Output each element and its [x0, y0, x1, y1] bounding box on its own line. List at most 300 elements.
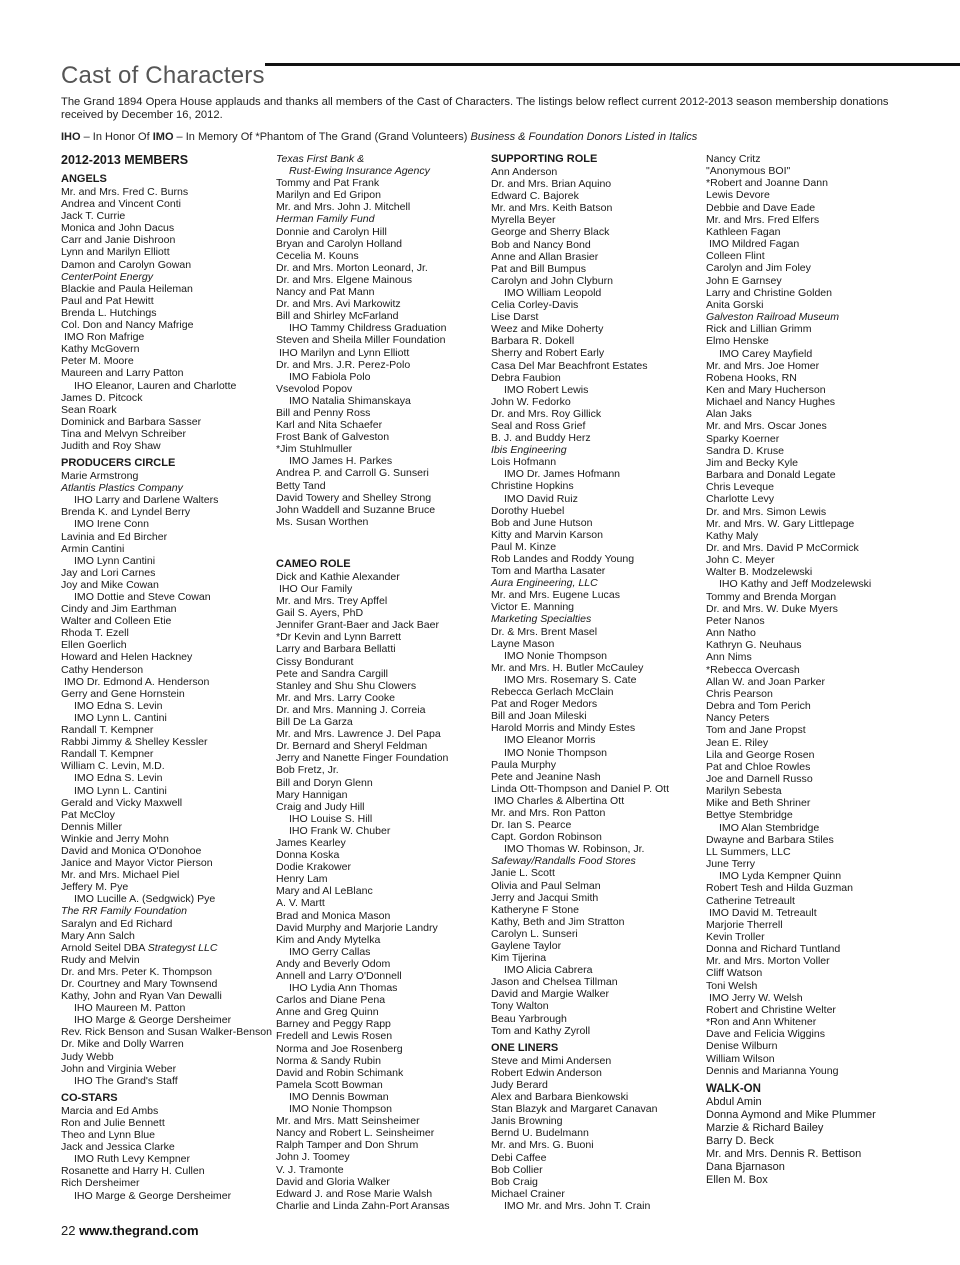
member-name: Armin Cantini — [61, 542, 125, 555]
member-name: John J. Toomey — [276, 1151, 350, 1164]
member-name: Charlie and Linda Zahn-Port Aransas — [276, 1199, 450, 1212]
member-name: Peter M. Moore — [61, 355, 134, 368]
member-name: Lila and George Rosen — [706, 748, 815, 761]
member-name: Mary Hannigan — [276, 788, 348, 801]
member-name: Rick and Lillian Grimm — [706, 323, 812, 336]
legend-imo-text: – In Memory Of *Phantom of The Grand (Grand Volunteers) — [173, 131, 471, 143]
member-column-3 — [491, 153, 696, 1212]
tribute-line: IMO Mrs. Rosemary S. Cate — [504, 673, 637, 686]
member-name: James D. Pitcock — [61, 391, 143, 404]
tribute-line: IMO Nonie Thompson — [289, 1103, 392, 1116]
member-name: Bob Collier — [491, 1163, 543, 1176]
member-name: Donna Aymond and Mike Plummer — [706, 1108, 876, 1121]
member-name: Jack and Jessica Clarke — [61, 1141, 175, 1154]
footer-url-link[interactable]: www.thegrand.com — [79, 1223, 199, 1238]
member-name: Mr. and Mrs. Joe Homer — [706, 359, 820, 372]
member-name: Mr. and Mrs. Matt Seinsheimer — [276, 1115, 420, 1128]
member-name: Dennis and Marianna Young — [706, 1064, 839, 1077]
member-name: LL Summers, LLC — [706, 845, 791, 858]
tribute-line: IHO Larry and Darlene Walters — [74, 494, 219, 507]
legend — [61, 131, 941, 143]
member-name: Dr. Mike and Dolly Warren — [61, 1038, 184, 1051]
member-name: Nancy and Robert L. Seinsheimer — [276, 1127, 435, 1140]
member-name: Dana Bjarnason — [706, 1160, 785, 1173]
tribute-line: IMO James H. Parkes — [289, 455, 393, 468]
member-name: Carolyn L. Sunseri — [491, 927, 578, 940]
member-name: Andrea and Vincent Conti — [61, 198, 182, 211]
member-name: Jack T. Currie — [61, 210, 126, 223]
member-name: Maureen and Larry Patton — [61, 367, 184, 380]
member-name: Ron and Julie Bennett — [61, 1116, 165, 1129]
member-name: Tom and Jane Propst — [706, 724, 806, 737]
business-donor: Aura Engineering, LLC — [491, 577, 598, 590]
member-name: Peter Nanos — [706, 614, 765, 627]
tribute-line: IMO Lynn L. Cantini — [74, 711, 167, 724]
member-name: Kevin Troller — [706, 931, 765, 943]
member-name: Jean E. Riley — [706, 736, 769, 749]
member-name: Edward J. and Rose Marie Walsh — [276, 1187, 433, 1200]
member-name: Mr. and Mrs. Morton Voller — [706, 955, 830, 968]
member-name: Larry and Barbara Bellatti — [276, 643, 396, 656]
member-name: Lynn and Marilyn Elliott — [61, 246, 170, 259]
member-name: David and Margie Walker — [491, 988, 610, 1001]
tribute-line: IMO Gerry Callas — [289, 945, 371, 958]
member-name: Weez and Mike Doherty — [491, 323, 604, 336]
tribute-line: IHO Tammy Childress Graduation — [289, 322, 447, 335]
member-name: Bob Fretz, Jr. — [276, 764, 339, 777]
member-name: Charlotte Levy — [706, 493, 775, 506]
member-name: Catherine Tetreault — [706, 894, 795, 907]
member-name: Mr. and Mrs. John J. Mitchell — [276, 201, 411, 214]
member-name: Andrea P. and Carroll G. Sunseri — [276, 467, 429, 480]
member-name: John E Garnsey — [706, 274, 782, 287]
member-name: Robert Tesh and Hilda Guzman — [706, 882, 853, 895]
member-name: Annell and Larry O'Donnell — [276, 970, 402, 982]
member-name: Marzie & Richard Bailey — [706, 1121, 824, 1134]
member-name: Olivia and Paul Selman — [491, 879, 601, 892]
member-name: John and Virginia Weber — [61, 1062, 177, 1075]
member-name: Rabbi Jimmy & Shelley Kessler — [61, 736, 208, 749]
member-name: Vsevolod Popov — [276, 382, 353, 395]
member-name: Nancy Peters — [706, 712, 770, 725]
member-name: Michael Crainer — [491, 1187, 565, 1200]
tribute-line: IMO Dr. James Hofmann — [504, 468, 621, 481]
member-name: Mr. and Mrs. H. Butler McCauley — [491, 661, 644, 674]
member-name: Allan W. and Joan Parker — [706, 675, 826, 688]
tribute-line: IHO Kathy and Jeff Modzelewski — [719, 578, 872, 591]
member-name: Anne and Greg Quinn — [276, 1006, 379, 1019]
member-name: V. J. Tramonte — [276, 1163, 344, 1176]
tribute-line: IMO David Ruiz — [504, 492, 578, 505]
member-name: Walter B. Modzelewski — [706, 566, 813, 579]
member-name: Harold Morris and Mindy Estes — [491, 722, 636, 735]
tribute-line: IMO Dottie and Steve Cowan — [74, 591, 211, 603]
member-name: Kathy Maly — [706, 529, 759, 542]
member-name: Celia Corley-Davis — [491, 299, 579, 312]
page-title: Cast of Characters — [61, 62, 265, 90]
member-name: Mr. and Mrs. Fred Elfers — [706, 213, 820, 226]
tribute-line: IMO Dr. Edmond A. Henderson — [64, 675, 210, 688]
title-rule — [265, 63, 960, 66]
member-name: Pete and Sandra Cargill — [276, 667, 388, 680]
tribute-line: IMO Irene Conn — [74, 518, 150, 531]
member-name: Brenda L. Hutchings — [61, 306, 157, 319]
member-name: Mike and Beth Shriner — [706, 797, 811, 810]
member-name: Chris Leveque — [706, 481, 775, 494]
member-name: Katheryne F Stone — [491, 903, 579, 916]
member-name: Kathleen Fagan — [706, 225, 781, 238]
member-name: Bob and June Hutson — [491, 516, 593, 529]
member-column-4 — [706, 153, 916, 1187]
member-name: Bill and Doryn Glenn — [276, 776, 373, 789]
member-name: Andy and Beverly Odom — [276, 957, 391, 970]
member-name: Kathy McGovern — [61, 343, 140, 356]
member-name: Howard and Helen Hackney — [61, 651, 193, 664]
tribute-line: IMO William Leopold — [504, 286, 602, 299]
business-donor: Herman Family Fund — [276, 213, 375, 226]
member-name: Seal and Ross Grief — [491, 419, 586, 432]
member-name: Sean Roark — [61, 403, 117, 416]
member-name: Frost Bank of Galveston — [276, 431, 390, 444]
member-column-2 — [276, 153, 481, 1212]
member-name: Kim Tijerina — [491, 952, 547, 965]
member-name: Mr. and Mrs. Oscar Jones — [706, 420, 827, 433]
member-name: Debbie and Dave Eade — [706, 201, 816, 214]
member-name: Lavinia and Ed Bircher — [61, 530, 168, 543]
member-name: John C. Meyer — [706, 554, 775, 567]
member-name: Donna Koska — [276, 849, 340, 862]
member-name: Mr. and Mrs. G. Buoni — [491, 1139, 594, 1152]
member-name: Sparky Koerner — [706, 432, 780, 445]
member-name: B. J. and Buddy Herz — [491, 432, 591, 445]
member-name: Steven and Sheila Miller Foundation — [276, 334, 446, 347]
member-name: Joy and Mike Cowan — [61, 578, 159, 591]
member-name: Lewis Devore — [706, 189, 770, 202]
member-name: Rich Dersheimer — [61, 1177, 140, 1190]
member-name: Bettye Stembridge — [706, 809, 793, 822]
member-name: Barney and Peggy Rapp — [276, 1018, 391, 1031]
tribute-line: IHO Lydia Ann Thomas — [289, 982, 398, 995]
member-name: Pamela Scott Bowman — [276, 1078, 383, 1091]
member-name: Kathy, Beth and Jim Stratton — [491, 915, 625, 928]
member-name: Nancy Critz — [706, 153, 761, 165]
page-number: 22 — [61, 1223, 76, 1238]
member-name: Brad and Monica Mason — [276, 909, 391, 922]
member-name: Debra Faubion — [491, 371, 561, 384]
member-name: Tommy and Brenda Morgan — [706, 590, 837, 603]
member-name: David and Monica O'Donohoe — [61, 844, 202, 857]
member-name: Col. Don and Nancy Mafrige — [61, 319, 194, 332]
member-name: Bob Craig — [491, 1175, 538, 1188]
member-name: Robena Hooks, RN — [706, 371, 797, 384]
member-name: Marjorie Therrell — [706, 918, 783, 931]
member-name: William Wilson — [706, 1052, 775, 1065]
member-name: Steve and Mimi Andersen — [491, 1054, 612, 1067]
tribute-line: IMO Mildred Fagan — [709, 238, 800, 251]
member-name: Dr. & Mrs. Brent Masel — [491, 625, 598, 638]
member-name: Kathy, John and Ryan Van Dewalli — [61, 990, 222, 1003]
business-donor: CenterPoint Energy — [61, 270, 154, 283]
member-name: Saralyn and Ed Richard — [61, 917, 173, 930]
member-name: Judy Webb — [61, 1050, 114, 1063]
member-name: Lois Hofmann — [491, 456, 557, 469]
member-name: Mr. and Mrs. Dennis R. Bettison — [706, 1147, 862, 1160]
member-name: Theo and Lynn Blue — [61, 1129, 156, 1142]
member-name: Mr. and Mrs. Keith Batson — [491, 202, 613, 215]
member-name: June Terry — [706, 858, 756, 871]
legend-business-text: Business & Foundation Donors Listed in Italics — [470, 131, 698, 143]
member-name: Jerry and Jacqui Smith — [491, 891, 599, 904]
tribute-line: IMO Edna S. Levin — [74, 772, 163, 785]
business-donor: Safeway/Randalls Food Stores — [491, 855, 636, 868]
member-name: Mr. and Mrs. Fred C. Burns — [61, 186, 189, 198]
intro-paragraph: The Grand 1894 Opera House applauds and thanks all members of the Cast of Characters. The listings below reflect current 2012-2013 season membership donations received by December 16, 2012. — [61, 96, 889, 121]
member-name: Norma & Sandy Rubin — [276, 1054, 381, 1067]
member-name: Craig and Judy Hill — [276, 800, 365, 813]
tribute-line: IMO Lucille A. (Sedgwick) Pye — [74, 893, 216, 906]
tribute-line: IHO Maureen M. Patton — [74, 1002, 186, 1015]
business-donor: The RR Family Foundation — [61, 905, 188, 918]
member-name: Bob and Nancy Bond — [491, 238, 591, 251]
member-name: Marilyn Sebesta — [706, 785, 782, 798]
section-heading: ONE LINERS — [491, 1041, 559, 1054]
section-heading: ANGELS — [61, 173, 107, 185]
member-name: Bill De La Garza — [276, 716, 353, 729]
member-name: Mary Ann Salch — [61, 929, 135, 942]
member-name: David Towery and Shelley Strong — [276, 491, 432, 504]
member-name: Mr. and Mrs. Eugene Lucas — [491, 589, 620, 602]
member-name: Jason and Chelsea Tillman — [491, 976, 618, 989]
member-name: Anita Gorski — [706, 298, 764, 311]
member-name: Carolyn and John Clyburn — [491, 274, 613, 287]
member-name: Damon and Carolyn Gowan — [61, 258, 192, 271]
member-name: Dominick and Barbara Sasser — [61, 415, 202, 428]
member-name: Marie Armstrong — [61, 470, 139, 483]
tribute-line: IMO Nonie Thompson — [504, 649, 607, 662]
section-heading: 2012-2013 MEMBERS — [61, 153, 189, 167]
member-name: Rudy and Melvin — [61, 953, 140, 966]
section-heading: WALK-ON — [706, 1082, 761, 1095]
member-name: Jay and Lori Carnes — [61, 566, 156, 579]
tribute-line: IMO Fabiola Polo — [289, 370, 371, 383]
member-name: Janie L. Scott — [491, 867, 555, 880]
tribute-line: IMO Lynn L. Cantini — [74, 784, 167, 797]
member-name: Gaylene Taylor — [491, 940, 562, 952]
member-name: Ann Natho — [706, 627, 756, 640]
member-name: Rebecca Gerlach McClain — [491, 686, 614, 699]
member-name: Gerry and Gene Hornstein — [61, 687, 185, 700]
member-name: William C. Levin, M.D. — [61, 760, 165, 773]
tribute-line: IMO Ruth Levy Kempner — [74, 1153, 191, 1166]
member-name: Barbara R. Dokell — [491, 335, 575, 348]
member-name: Dr. and Mrs. Brian Aquino — [491, 178, 612, 191]
member-name: Barbara and Donald Legate — [706, 469, 836, 482]
section-heading: CAMEO ROLE — [276, 557, 351, 570]
member-name: Jerry and Nanette Finger Foundation — [276, 752, 449, 765]
member-name: Dr. and Mrs. Morton Leonard, Jr. — [276, 261, 428, 274]
member-name: Pete and Jeanine Nash — [491, 770, 601, 783]
member-name: David and Gloria Walker — [276, 1175, 390, 1188]
member-name: Rhoda T. Ezell — [61, 627, 129, 640]
member-name: Layne Mason — [491, 637, 555, 650]
member-name: Casa Del Mar Beachfront Estates — [491, 359, 648, 372]
member-name: Myrella Beyer — [491, 214, 556, 227]
member-name: Mr. and Mrs. Michael Piel — [61, 869, 180, 882]
member-name: Tony Walton — [491, 1000, 549, 1013]
member-name: Gerald and Vicky Maxwell — [61, 796, 183, 809]
member-name: Dr. and Mrs. Roy Gillick — [491, 407, 602, 420]
member-name: Capt. Gordon Robinson — [491, 831, 602, 844]
member-name: Pat and Roger Medors — [491, 698, 598, 711]
tribute-line: IMO Lyda Kempner Quinn — [719, 870, 842, 883]
member-name: Cliff Watson — [706, 967, 763, 980]
member-name: Dwayne and Barbara Stiles — [706, 833, 834, 846]
business-donor: Rust-Ewing Insurance Agency — [289, 165, 430, 178]
member-name: Kitty and Marvin Karson — [491, 528, 603, 541]
member-name: Mr. and Mrs. Ron Patton — [491, 806, 606, 819]
member-name: James Kearley — [276, 836, 346, 849]
member-name: Michael and Nancy Hughes — [706, 396, 835, 409]
member-name: Carlos and Diane Pena — [276, 994, 386, 1007]
member-name: Paul and Pat Hewitt — [61, 294, 154, 307]
member-name: Bryan and Carolyn Holland — [276, 237, 403, 250]
member-name: Nancy and Pat Mann — [276, 286, 375, 299]
member-name: Abdul Amin — [706, 1095, 762, 1108]
member-name: Bill and Joan Mileski — [491, 710, 587, 723]
member-name: Cathy Henderson — [61, 663, 144, 676]
member-name: Toni Welsh — [706, 979, 758, 992]
section-heading: SUPPORTING ROLE — [491, 153, 598, 165]
tribute-line: IMO Jerry W. Welsh — [709, 991, 803, 1004]
member-name: Judith and Roy Shaw — [61, 439, 161, 452]
tribute-line: IMO Nonie Thompson — [504, 746, 607, 759]
member-name: John Waddell and Suzanne Bruce — [276, 503, 436, 516]
spacer — [276, 540, 481, 552]
member-name: Bill and Shirley McFarland — [276, 310, 399, 323]
member-name: Karl and Nita Schaefer — [276, 419, 383, 432]
member-name: Pat and Chloe Rowles — [706, 760, 811, 773]
member-name: Kim and Andy Mytelka — [276, 933, 381, 946]
member-name: Mr. and Mrs. Larry Cooke — [276, 691, 395, 704]
legend-imo-abbr: IMO — [152, 131, 174, 143]
legend-iho-abbr: IHO — [61, 131, 81, 143]
member-name: Anne and Allan Brasier — [491, 250, 599, 263]
member-name: Randall T. Kempner — [61, 724, 154, 737]
member-name: Tina and Melvyn Schreiber — [61, 427, 187, 440]
member-name: Dr. and Mrs. Elgene Mainous — [276, 273, 413, 286]
member-name: Sherry and Robert Early — [491, 347, 605, 360]
business-donor: Marketing Specialties — [491, 613, 592, 626]
member-name: Stanley and Shu Shu Clowers — [276, 679, 417, 692]
tribute-line: IMO Mr. and Mrs. John T. Crain — [504, 1199, 651, 1212]
member-name: Ellen Goerlich — [61, 639, 127, 652]
member-name: Lise Darst — [491, 311, 539, 324]
member-name: Marcia and Ed Ambs — [61, 1104, 159, 1117]
member-name: David Murphy and Marjorie Landry — [276, 921, 438, 934]
tribute-line: IMO Alicia Cabrera — [504, 964, 593, 977]
member-name: Donna and Richard Tuntland — [706, 943, 841, 956]
business-name-text: Strategyst LLC — [147, 941, 218, 954]
member-name: Walter and Colleen Etie — [61, 615, 172, 628]
member-name: Donnie and Carolyn Hill — [276, 225, 387, 238]
member-name: Ellen M. Box — [706, 1173, 768, 1186]
member-name: Judy Berard — [491, 1078, 548, 1091]
member-name: Blackie and Paula Heileman — [61, 282, 193, 295]
member-name: John W. Fedorko — [491, 395, 571, 408]
member-name: Dorothy Huebel — [491, 504, 565, 517]
member-name: Henry Lam — [276, 873, 328, 886]
member-name: Cindy and Jim Earthman — [61, 603, 177, 616]
member-name: Fredell and Lewis Rosen — [276, 1030, 393, 1043]
section-heading: CO-STARS — [61, 1091, 118, 1104]
member-name: *Dr Kevin and Lynn Barrett — [276, 631, 402, 644]
member-name: Kathryn G. Neuhaus — [706, 639, 802, 652]
member-name: Mr. and Mrs. Trey Apffel — [276, 595, 388, 608]
member-name: Ann Nims — [706, 651, 752, 664]
spacer — [276, 528, 481, 540]
member-name: Dr. Bernard and Sheryl Feldman — [276, 740, 428, 753]
tribute-line: IHO Marge & George Dersheimer — [74, 1014, 232, 1027]
member-name: Jeffery M. Pye — [61, 881, 129, 894]
tribute-line: IMO Dennis Bowman — [289, 1090, 389, 1103]
member-name: Janis Browning — [491, 1115, 563, 1128]
member-name: Alex and Barbara Bienkowski — [491, 1091, 629, 1104]
member-name: Dr. and Mrs. Avi Markowitz — [276, 298, 401, 311]
member-name: Rob Landes and Roddy Young — [491, 553, 635, 565]
member-name: Dr. and Mrs. J.R. Perez-Polo — [276, 358, 411, 371]
business-donor: Atlantis Plastics Company — [61, 482, 183, 495]
tribute-line: IMO Charles & Albertina Ott — [494, 794, 625, 807]
member-name: Norma and Joe Rosenberg — [276, 1042, 403, 1055]
member-name: Victor E. Manning — [491, 601, 575, 614]
tribute-line: IMO Lynn Cantini — [74, 554, 156, 567]
member-name — [61, 942, 266, 954]
member-name: Ken and Mary Hucherson — [706, 383, 826, 396]
tribute-line: IMO Natalia Shimanskaya — [289, 394, 411, 407]
member-name: Mary and Al LeBlanc — [276, 885, 373, 898]
member-name: Ms. Susan Worthen — [276, 515, 369, 528]
member-name: Janice and Mayor Victor Pierson — [61, 857, 213, 870]
member-name: Joe and Darnell Russo — [706, 772, 813, 785]
member-name: Betty Tand — [276, 479, 326, 492]
business-donor: Galveston Railroad Museum — [706, 311, 840, 324]
tribute-line: IHO Our Family — [279, 583, 353, 595]
member-name: Dr. Courtney and Mary Townsend — [61, 978, 218, 990]
member-name: Dr. and Mrs. W. Duke Myers — [706, 602, 838, 615]
member-name: Dr. and Mrs. David P McCormick — [706, 542, 859, 554]
member-name: Dennis Miller — [61, 820, 122, 833]
member-name: Jim and Becky Kyle — [706, 456, 799, 469]
member-name: Mr. and Mrs. W. Gary Littlepage — [706, 517, 855, 530]
member-name: Debra and Tom Perich — [706, 700, 811, 713]
member-name: Tom and Kathy Zyroll — [491, 1024, 591, 1037]
member-name: Tom and Martha Lasater — [491, 565, 606, 578]
member-name: Dr. and Mrs. Peter K. Thompson — [61, 965, 213, 978]
member-name: Ralph Tamper and Don Shrum — [276, 1139, 419, 1152]
member-name: Rev. Rick Benson and Susan Walker-Benson — [61, 1026, 273, 1039]
member-name: Tommy and Pat Frank — [276, 177, 380, 190]
member-name: Paul M. Kinze — [491, 540, 557, 553]
member-name: Chris Pearson — [706, 687, 773, 700]
member-name: Pat McCloy — [61, 808, 115, 821]
tribute-line: IMO Edna S. Levin — [74, 699, 163, 712]
business-donor: Ibis Engineering — [491, 444, 567, 457]
member-name: Beau Yarbrough — [491, 1012, 567, 1025]
section-heading: PRODUCERS CIRCLE — [61, 457, 176, 470]
legend-iho-text: – In Honor Of — [80, 131, 153, 143]
tribute-line: IMO David M. Tetreault — [709, 906, 817, 919]
member-name: Dave and Felicia Wiggins — [706, 1028, 825, 1041]
